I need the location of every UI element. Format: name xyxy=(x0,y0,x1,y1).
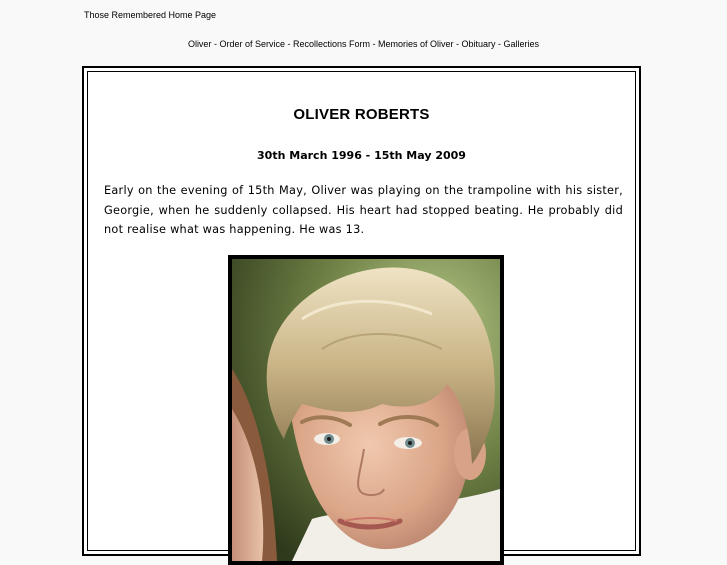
nav-separator: - xyxy=(453,39,462,49)
memorial-frame-inner xyxy=(87,71,636,551)
memorial-story: Early on the evening of 15th May, Oliver was playing on the trampoline with his sister, Georgie, when he suddenly collapsed. His heart had stopped beating. He probably did not realise what was happening. He was 13. xyxy=(104,184,623,236)
home-page-link[interactable]: Those Remembered Home Page xyxy=(84,10,217,20)
nav-link-memories-of-oliver[interactable]: Memories of Oliver xyxy=(378,39,454,49)
memorial-frame xyxy=(82,66,641,556)
nav-separator: - xyxy=(495,39,504,49)
nav-link-obituary[interactable]: Obituary xyxy=(461,39,496,49)
portrait-photo xyxy=(228,255,504,565)
nav-link-galleries[interactable]: Galleries xyxy=(503,39,540,49)
nav-separator: - xyxy=(284,39,293,49)
main-navigation xyxy=(0,39,727,49)
memorial-name: OLIVER ROBERTS xyxy=(293,106,430,123)
nav-separator: - xyxy=(211,39,220,49)
nav-link-recollections-form[interactable]: Recollections Form xyxy=(292,39,371,49)
nav-link-oliver[interactable]: Oliver xyxy=(187,39,212,49)
memorial-dates: 30th March 1996 - 15th May 2009 xyxy=(257,149,466,162)
portrait-illustration xyxy=(232,259,500,561)
nav-link-order-of-service[interactable]: Order of Service xyxy=(219,39,285,49)
nav-separator: - xyxy=(370,39,379,49)
